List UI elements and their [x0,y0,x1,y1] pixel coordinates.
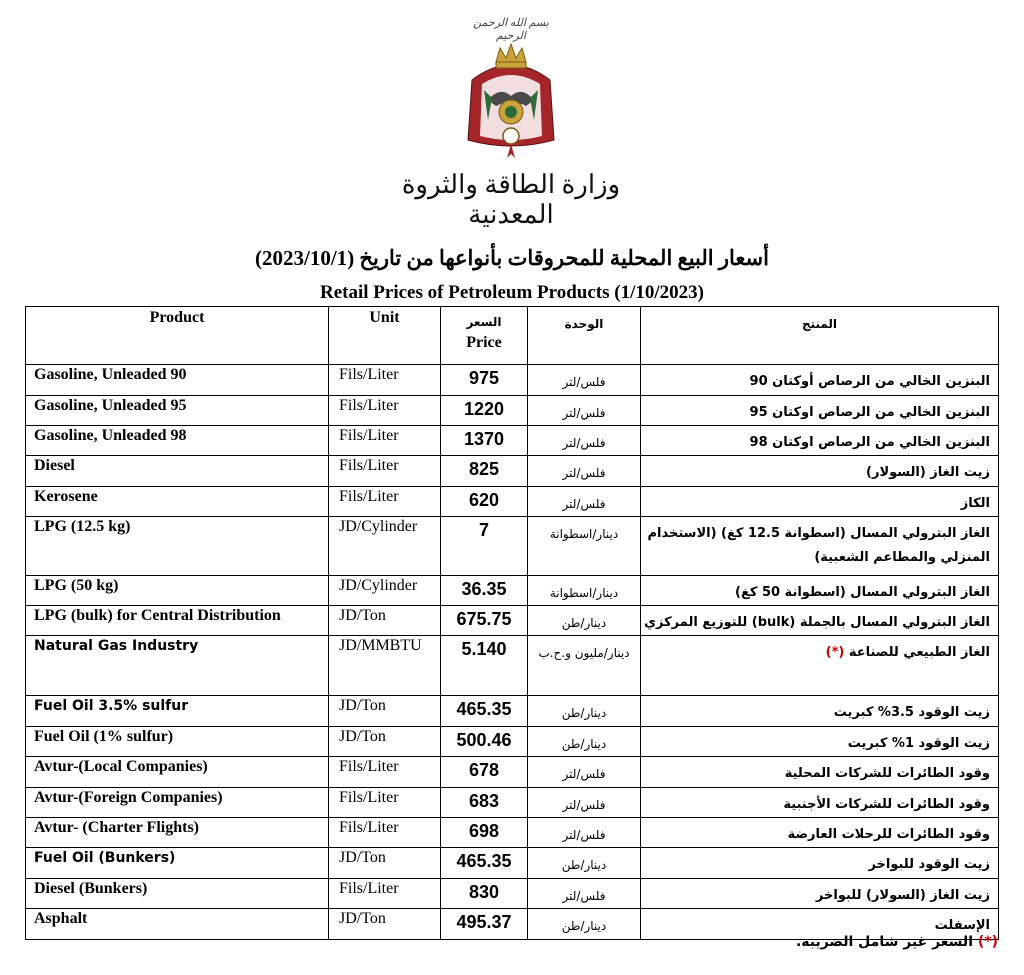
price-cell: 620 [441,487,528,517]
unit-cell: JD/Ton [329,848,441,879]
footnote-star: (*) [977,934,998,950]
product-arabic-text: الغاز البترولي المسال (اسطوانة 50 كغ) [735,585,990,600]
product-arabic-text: وقود الطائرات للشركات الأجنبية [783,797,990,812]
unit-arabic-cell: دينار/مليون و.ح.ب [528,636,641,696]
unit-cell: JD/Ton [329,696,441,727]
unit-arabic-cell: دينار/طن [528,848,641,879]
price-cell: 975 [441,365,528,396]
unit-arabic-cell: فلس/لتر [528,396,641,426]
price-cell: 495.37 [441,909,528,940]
table-row [26,576,999,606]
price-cell: 36.35 [441,576,528,606]
product-cell: Natural Gas Industry [26,636,329,696]
basmala: بسم الله الرحمن الرحيم [473,17,549,42]
unit-arabic-cell: فلس/لتر [528,818,641,848]
product-cell: Diesel (Bunkers) [26,879,329,909]
product-arabic-cell [641,456,999,487]
unit-cell: Fils/Liter [329,487,441,517]
footnote [796,934,998,950]
product-arabic-text: زيت الغاز (السولار) [866,465,990,480]
product-arabic-text: الغاز البترولي المسال (اسطوانة 12.5 كغ) (الاستخدام المنزلي والمطاعم الشعبية) [647,526,990,565]
unit-cell: Fils/Liter [329,879,441,909]
product-arabic-cell [641,396,999,426]
product-arabic-cell [641,517,999,576]
unit-cell: JD/MMBTU [329,636,441,696]
price-cell: 1370 [441,426,528,456]
unit-cell: Fils/Liter [329,818,441,848]
table-row [26,757,999,788]
product-arabic-cell [641,788,999,818]
unit-arabic-cell: دينار/طن [528,727,641,757]
unit-cell: Fils/Liter [329,426,441,456]
product-arabic-cell [641,487,999,517]
unit-arabic-cell: فلس/لتر [528,487,641,517]
table-row [26,879,999,909]
price-cell: 825 [441,456,528,487]
product-cell: Kerosene [26,487,329,517]
price-cell: 7 [441,517,528,576]
unit-arabic-cell: دينار/طن [528,909,641,940]
product-arabic-text: زيت الوقود للبواخر [868,857,990,872]
unit-cell: Fils/Liter [329,757,441,788]
ministry-name: وزارة الطاقة والثروة المعدنية [401,170,621,229]
unit-cell: JD/Ton [329,727,441,757]
unit-cell: Fils/Liter [329,396,441,426]
table-row [26,487,999,517]
table-row [26,848,999,879]
table-row [26,818,999,848]
product-cell: Avtur-(Foreign Companies) [26,788,329,818]
product-cell: Fuel Oil 3.5% sulfur [26,696,329,727]
table-row [26,365,999,396]
unit-arabic-cell: فلس/لتر [528,788,641,818]
product-arabic-cell [641,636,999,696]
unit-cell: JD/Ton [329,909,441,940]
product-cell: LPG (bulk) for Central Distribution [26,606,329,636]
table-row [26,727,999,757]
column-header-product-arabic: المنتج [641,307,999,365]
price-cell: 500.46 [441,727,528,757]
product-cell: Fuel Oil (1% sulfur) [26,727,329,757]
table-header-row [26,307,999,365]
unit-arabic-cell: دينار/اسطوانة [528,517,641,576]
unit-arabic-cell: فلس/لتر [528,365,641,396]
title-arabic: أسعار البيع المحلية للمحروقات بأنواعها من تاريخ (2023/10/1) [255,246,769,270]
unit-arabic-cell: دينار/اسطوانة [528,576,641,606]
price-cell: 465.35 [441,848,528,879]
unit-arabic-cell: دينار/طن [528,606,641,636]
price-cell: 5.140 [441,636,528,696]
tax-note-star: (*) [825,645,845,660]
product-arabic-cell [641,818,999,848]
table-row [26,606,999,636]
product-arabic-text: وقود الطائرات للشركات المحلية [784,766,990,781]
product-arabic-text: الغاز الطبيعي للصناعة [848,645,990,660]
column-header-product: Product [26,307,329,365]
price-cell: 675.75 [441,606,528,636]
table-row [26,426,999,456]
product-arabic-cell [641,848,999,879]
product-cell: LPG (12.5 kg) [26,517,329,576]
title-english: Retail Prices of Petroleum Products (1/10/2023) [320,282,704,303]
product-arabic-text: البنزين الخالي من الرصاص اوكتان 95 [749,405,990,420]
product-arabic-cell [641,426,999,456]
product-cell: Fuel Oil (Bunkers) [26,848,329,879]
product-cell: Diesel [26,456,329,487]
column-header-unit-arabic: الوحدة [528,307,641,365]
product-cell: Avtur-(Local Companies) [26,757,329,788]
table-row [26,636,999,696]
column-header-price-english: Price [466,334,502,351]
product-arabic-cell [641,696,999,727]
product-cell: Gasoline, Unleaded 90 [26,365,329,396]
product-arabic-text: زيت الوقود 3.5% كبريت [833,705,990,720]
product-arabic-text: الغاز البترولي المسال بالجملة (bulk) للتوزيع المركزي [644,615,990,630]
price-cell: 683 [441,788,528,818]
column-header-unit: Unit [329,307,441,365]
product-arabic-text: البنزين الخالي من الرصاص اوكتان 98 [749,435,990,450]
product-arabic-cell [641,879,999,909]
footnote-text: السعر غير شامل الضريبة. [795,934,973,950]
product-cell: Gasoline, Unleaded 95 [26,396,329,426]
table-row [26,788,999,818]
price-cell: 1220 [441,396,528,426]
unit-arabic-cell: فلس/لتر [528,426,641,456]
unit-cell: JD/Cylinder [329,576,441,606]
product-cell: Avtur- (Charter Flights) [26,818,329,848]
unit-arabic-cell: فلس/لتر [528,879,641,909]
unit-arabic-cell: فلس/لتر [528,456,641,487]
unit-arabic-cell: فلس/لتر [528,757,641,788]
jordan-coat-of-arms-emblem [462,40,560,162]
product-arabic-cell [641,576,999,606]
unit-cell: Fils/Liter [329,456,441,487]
product-arabic-text: زيت الغاز (السولار) للبواخر [815,888,990,903]
table-row [26,517,999,576]
price-cell: 830 [441,879,528,909]
product-arabic-cell [641,757,999,788]
product-arabic-text: زيت الوقود 1% كبريت [847,736,990,751]
retail-prices-table [25,306,999,940]
product-arabic-text: وقود الطائرات للرحلات العارضة [787,827,990,842]
unit-arabic-cell: دينار/طن [528,696,641,727]
price-cell: 678 [441,757,528,788]
product-arabic-text: الكاز [960,496,990,511]
product-arabic-cell [641,606,999,636]
table-row [26,696,999,727]
unit-cell: Fils/Liter [329,365,441,396]
price-cell: 465.35 [441,696,528,727]
unit-cell: JD/Ton [329,606,441,636]
unit-cell: JD/Cylinder [329,517,441,576]
unit-cell: Fils/Liter [329,788,441,818]
product-arabic-cell [641,727,999,757]
table-row [26,456,999,487]
product-arabic-text: البنزين الخالي من الرصاص أوكتان 90 [749,374,990,389]
price-cell: 698 [441,818,528,848]
product-arabic-text: الإسفلت [934,918,990,933]
column-header-price-arabic: السعر [466,315,502,329]
product-arabic-cell [641,365,999,396]
product-cell: LPG (50 kg) [26,576,329,606]
column-header-price [441,307,528,365]
table-row [26,396,999,426]
product-cell: Asphalt [26,909,329,940]
product-cell: Gasoline, Unleaded 98 [26,426,329,456]
